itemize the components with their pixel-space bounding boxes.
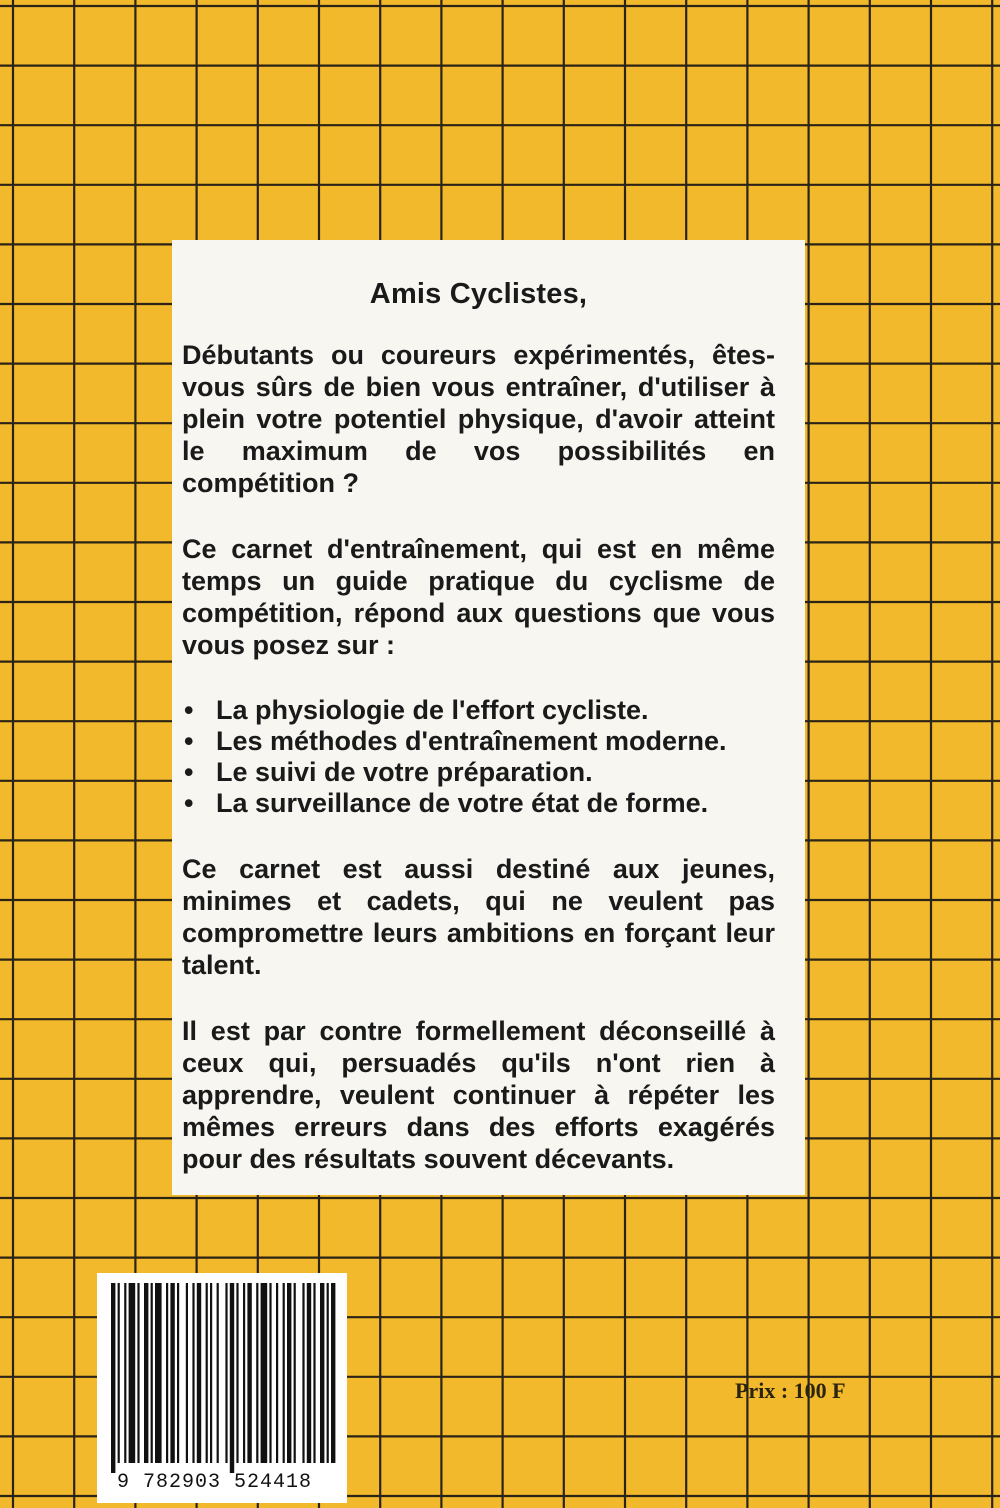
topics-list — [182, 695, 775, 819]
barcode-bars — [97, 1273, 347, 1473]
text-panel — [172, 240, 805, 1195]
list-item-text: Les méthodes d'entraînement moderne. — [216, 726, 727, 756]
bullet-icon: • — [184, 757, 194, 787]
audience-paragraph: Ce carnet est aussi destiné aux jeunes, minimes et cadets, qui ne veulent pas compromettre leurs ambitions en forçant leur talent. — [182, 854, 775, 980]
price-label: Prix : 100 F — [735, 1378, 846, 1403]
list-item-text: La surveillance de votre état de forme. — [216, 788, 709, 818]
list-item — [182, 788, 775, 819]
barcode — [97, 1273, 347, 1503]
list-item-text: Le suivi de votre préparation. — [216, 757, 593, 787]
intro-paragraph: Débutants ou coureurs expérimentés, êtes-vous sûrs de bien vous entraîner, d'utiliser à plein votre potentiel physique, d'avoir atteint le maximum de vos possibilités en compétition ? — [182, 340, 775, 498]
list-item-text: La physiologie de l'effort cycliste. — [216, 695, 649, 725]
greeting-heading: Amis Cyclistes, — [369, 278, 588, 310]
list-item — [182, 695, 775, 726]
bullet-icon: • — [184, 695, 194, 725]
bullet-icon: • — [184, 726, 194, 756]
isbn-number: 9 782903 524418 — [117, 1471, 313, 1494]
bullet-icon: • — [184, 788, 194, 818]
list-item — [182, 757, 775, 788]
description-paragraph: Ce carnet d'entraînement, qui est en même temps un guide pratique du cyclisme de compétition, répond aux questions que vous vous posez sur : — [182, 534, 775, 660]
warning-paragraph: Il est par contre formellement déconseillé à ceux qui, persuadés qu'ils n'ont rien à apprendre, veulent continuer à répéter les mêmes erreurs dans des efforts exagérés pour des résultats souvent décevants. — [182, 1016, 775, 1174]
list-item — [182, 726, 775, 757]
